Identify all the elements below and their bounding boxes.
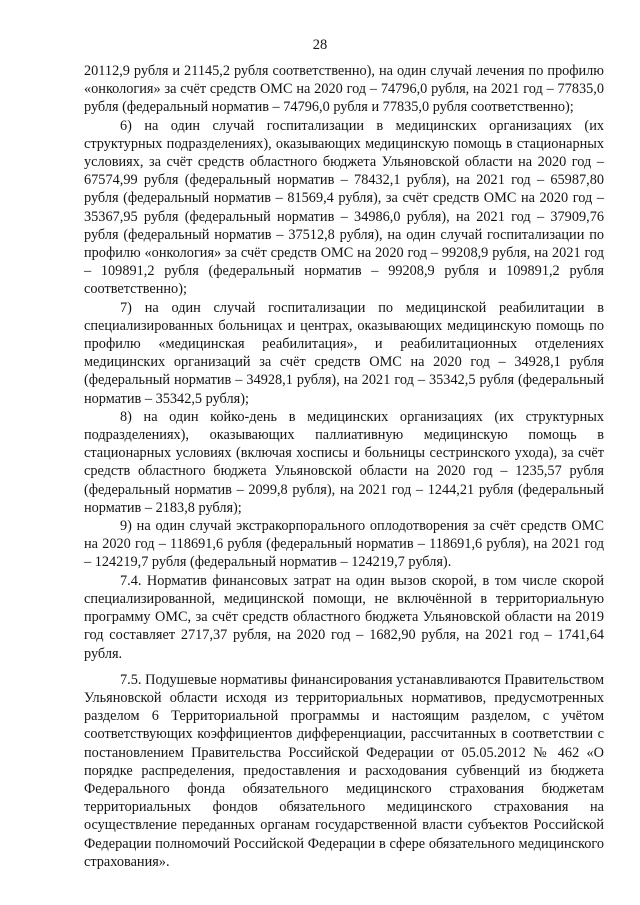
paragraph-continuation: 20112,9 рубля и 21145,2 рубля соответственно), на один случай лечения по профилю «онкология» за счёт средств ОМС на 2020 год – 74796,0 рубля, на 2021 год – 77835,0 рубля (федеральный норматив – 74796,0 рубля и 77835,0 рубля соответственно); (84, 63, 604, 116)
paragraph-section-7-4: 7.4. Норматив финансовых затрат на один вызов скорой, в том числе скорой специализированной, медицинской помощи, не включённой в территориальную программу ОМС, за счёт средств областного бюджета Ульяновской области на 2019 год составляет 2717,37 рубля, на 2020 год – 1682,90 рубля, на 2021 год – 1741,64 рубля. (84, 572, 604, 662)
paragraph-item-9: 9) на один случай экстракорпорального оплодотворения за счёт средств ОМС на 2020 год – 118691,6 рубля (федеральный норматив – 118691,6 рубля), на 2021 год – 124219,7 рубля (федеральный норматив – 124219,7 рубля). (84, 518, 604, 571)
paragraph-item-6: 6) на один случай госпитализации в медицинских организациях (их структурных подразделениях), оказывающих медицинскую помощь в стационарных условиях, за счёт средств областного бюджета Ульяновской области на 2020 год – 67574,99 рубля (федеральный норматив – 78432,1 рубля), на 2021 год – 65987,80 рубля (федеральный норматив – 81569,4 рубля), за счёт средств ОМС на 2020 год – 35367,95 рубля (федеральный норматив – 34986,0 рубля), на 2021 год – 37909,76 рубля (федеральный норматив – 37512,8 рубля), на один случай госпитализации по профилю «онкология» за счёт средств ОМС на 2020 год – 99208,9 рубля, на 2021 год – 109891,2 рубля (федеральный норматив – 99208,9 рубля и 109891,2 рубля соответственно); (84, 117, 604, 298)
page-number: 28 (312, 37, 328, 53)
paragraph-section-7-5: 7.5. Подушевые нормативы финансирования устанавливаются Правительством Ульяновской области исходя из территориальных нормативов, предусмотренных разделом 6 Территориальной программы и настоящим разделом, с учётом соответствующих коэффициентов дифференциации, рассчитанных в соответствии с постановлением Правительства Российской Федерации от 05.05.2012 № 462 «О порядке распределения, предоставления и расходования субвенций из бюджета Федерального фонда обязательного медицинского страхования бюджетам территориальных фондов обязательного медицинского страхования на осуществление переданных органам государственной власти субъектов Российской Федерации полномочий Российской Федерации в сфере обязательного медицинского страхования». (84, 671, 604, 870)
paragraph-item-7: 7) на один случай госпитализации по медицинской реабилитации в специализированных больницах и центрах, оказывающих медицинскую помощь по профилю «медицинская реабилитация», и реабилитационных отделениях медицинских организаций за счёт средств ОМС на 2020 год – 34928,1 рубля (федеральный норматив – 34928,1 рубля), на 2021 год – 35342,5 рубля (федеральный норматив – 35342,5 рубля); (84, 299, 604, 407)
paragraph-item-8: 8) на один койко-день в медицинских организациях (их структурных подразделениях), оказывающих паллиативную медицинскую помощь в стационарных условиях (включая хосписы и больницы сестринского ухода), за счёт средств областного бюджета Ульяновской области на 2020 год – 1235,57 рубля (федеральный норматив – 2099,8 рубля), на 2021 год – 1244,21 рубля (федеральный норматив – 2183,8 рубля); (84, 408, 604, 516)
document-body (84, 62, 604, 871)
